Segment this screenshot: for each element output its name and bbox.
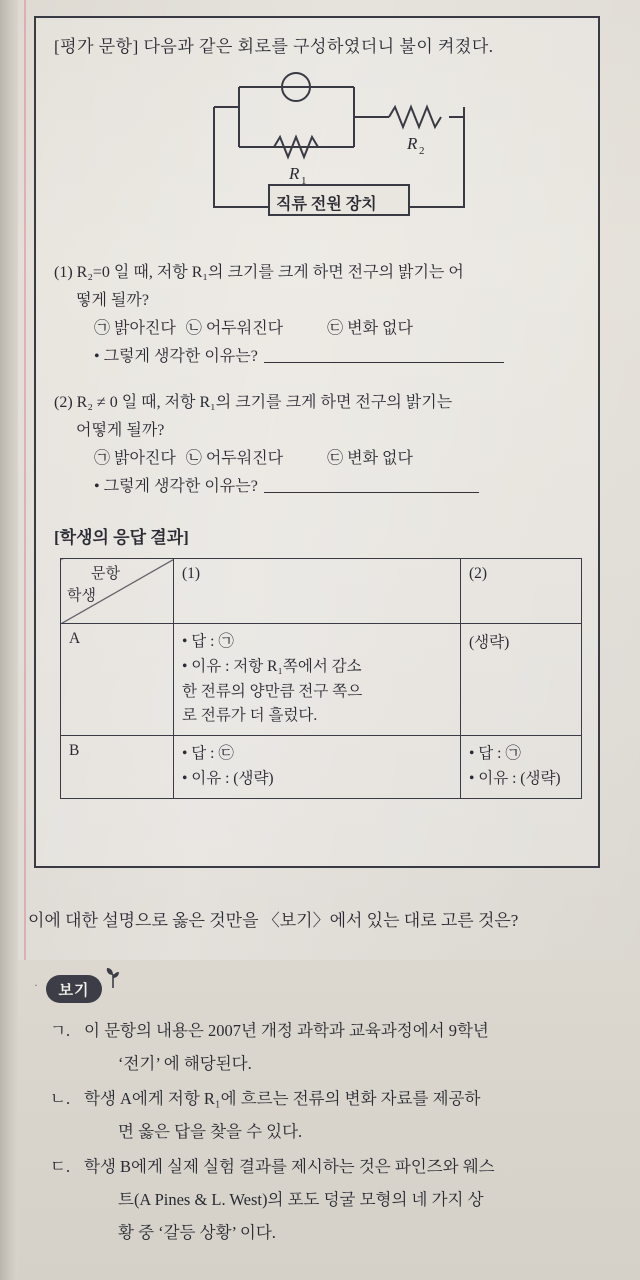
cell-a-1-reason-line1: • 이유 : 저항 R₁쪽에서 감소: [182, 657, 362, 675]
question-1-prompt-line2: 떻게 될까?: [76, 292, 149, 309]
question-1-choice-1: ㉠ 밝아진다: [94, 320, 176, 337]
svg-text:R: R: [289, 164, 300, 183]
bogi-item-3-line2: 트(A Pines & L. West)의 포도 덩굴 모형의 네 가지 상: [118, 1190, 484, 1209]
corner-label-item: 문항: [91, 566, 120, 582]
cell-b-2-reason: • 이유 : (생략): [469, 769, 561, 787]
question-1-choice-3: ㉢ 변화 없다: [327, 320, 413, 337]
question-1-reason-blank[interactable]: [264, 348, 504, 363]
cell-a-1-reason-line2: 한 전류의 양만큼 전구 쪽으: [182, 682, 363, 700]
list-item: [50, 1150, 614, 1249]
circuit-diagram-area: [54, 63, 582, 253]
cell-b-1-answer: • 답 : ㉢: [182, 745, 234, 763]
question-1-choices: [54, 315, 582, 343]
cell-a-1-reason-line3: 로 전류가 더 흘렀다.: [182, 707, 318, 725]
question-1-choice-2: ㉡ 어두워진다: [185, 320, 284, 337]
bogi-marker-1: ㄱ.: [50, 1021, 71, 1040]
bogi-item-2-line1: 학생 A에게 저항 R₁에 흐르는 전류의 변화 자료를 제공하: [84, 1089, 481, 1108]
question-2-prompt-line2: 어떻게 될까?: [76, 422, 165, 439]
question-2-choice-1: ㉠ 밝아진다: [94, 450, 176, 467]
question-1-prompt-line1: R₂=0 일 때, 저항 R₁의 크기를 크게 하면 전구의 밝기는 어: [76, 264, 464, 281]
bogi-item-1-line1: 이 문항의 내용은 2007년 개정 과학과 교육과정에서 9학년: [84, 1021, 489, 1040]
scan-speck: ·: [34, 978, 38, 992]
bogi-item-3-line3: 황 중 ‘갈등 상황’ 이다.: [118, 1223, 276, 1242]
question-2: [54, 389, 582, 501]
bogi-item-3-line1: 학생 B에게 실제 실험 결과를 제시하는 것은 파인즈와 웨스: [84, 1157, 495, 1176]
cell-b-1: [174, 736, 461, 799]
svg-text:1: 1: [301, 175, 307, 187]
problem-box: [34, 16, 600, 868]
bogi-item-list: [50, 1014, 614, 1251]
question-2-choice-2: ㉡ 어두워진다: [185, 450, 284, 467]
cell-a-1-answer: • 답 : ㉠: [182, 633, 234, 650]
question-1-number: (1): [54, 264, 73, 281]
main-question-text: 이에 대한 설명으로 옳은 것만을 〈보기〉에서 있는 대로 고른 것은?: [28, 911, 519, 930]
svg-text:2: 2: [419, 145, 425, 157]
student-name-b: B: [61, 736, 174, 799]
cell-b-1-reason: • 이유 : (생략): [182, 769, 274, 787]
question-2-reason: [54, 473, 582, 501]
question-2-choice-3: ㉢ 변화 없다: [327, 450, 413, 467]
question-2-reason-label: • 그렇게 생각한 이유는?: [94, 478, 258, 495]
cell-b-2: [461, 736, 582, 799]
column-header-2: (2): [461, 559, 582, 624]
problem-header: [평가 문항] 다음과 같은 회로를 구성하였더니 불이 켜졌다.: [54, 37, 494, 56]
column-header-1: (1): [174, 559, 461, 624]
list-item: [50, 1014, 614, 1080]
question-2-reason-blank[interactable]: [264, 478, 479, 493]
bogi-marker-2: ㄴ.: [50, 1089, 71, 1108]
bogi-item-2-line2: 면 옳은 답을 찾을 수 있다.: [118, 1122, 303, 1141]
cell-a-2: (생략): [461, 624, 582, 736]
question-1: [54, 259, 582, 371]
student-results-table: [60, 558, 582, 799]
question-1-reason-label: • 그렇게 생각한 이유는?: [94, 348, 258, 365]
circuit-diagram: [194, 67, 494, 247]
results-heading: [학생의 응답 결과]: [54, 528, 189, 547]
bogi-label-chip: 보기: [46, 975, 102, 1003]
table-row: [61, 624, 582, 736]
table-corner-cell: [61, 559, 174, 624]
list-item: [50, 1082, 614, 1148]
sprout-icon: [104, 966, 122, 988]
cell-b-2-answer: • 답 : ㉠: [469, 745, 521, 763]
table-row: [61, 736, 582, 799]
question-2-number: (2): [54, 394, 73, 411]
power-source-label: 직류 전원 장치: [276, 196, 377, 213]
svg-text:R: R: [407, 134, 418, 153]
question-1-reason: [54, 343, 582, 371]
table-header-row: [61, 559, 582, 624]
question-2-choices: [54, 445, 582, 473]
bogi-marker-3: ㄷ.: [50, 1157, 71, 1176]
corner-label-student: 학생: [67, 588, 96, 604]
student-name-a: A: [61, 624, 174, 736]
cell-a-1: [174, 624, 461, 736]
page-left-shadow: [0, 0, 18, 1280]
bogi-item-1-line2: ‘전기’ 에 해당된다.: [118, 1054, 252, 1073]
question-2-prompt-line1: R₂ ≠ 0 일 때, 저항 R₁의 크기를 크게 하면 전구의 밝기는: [76, 394, 453, 411]
